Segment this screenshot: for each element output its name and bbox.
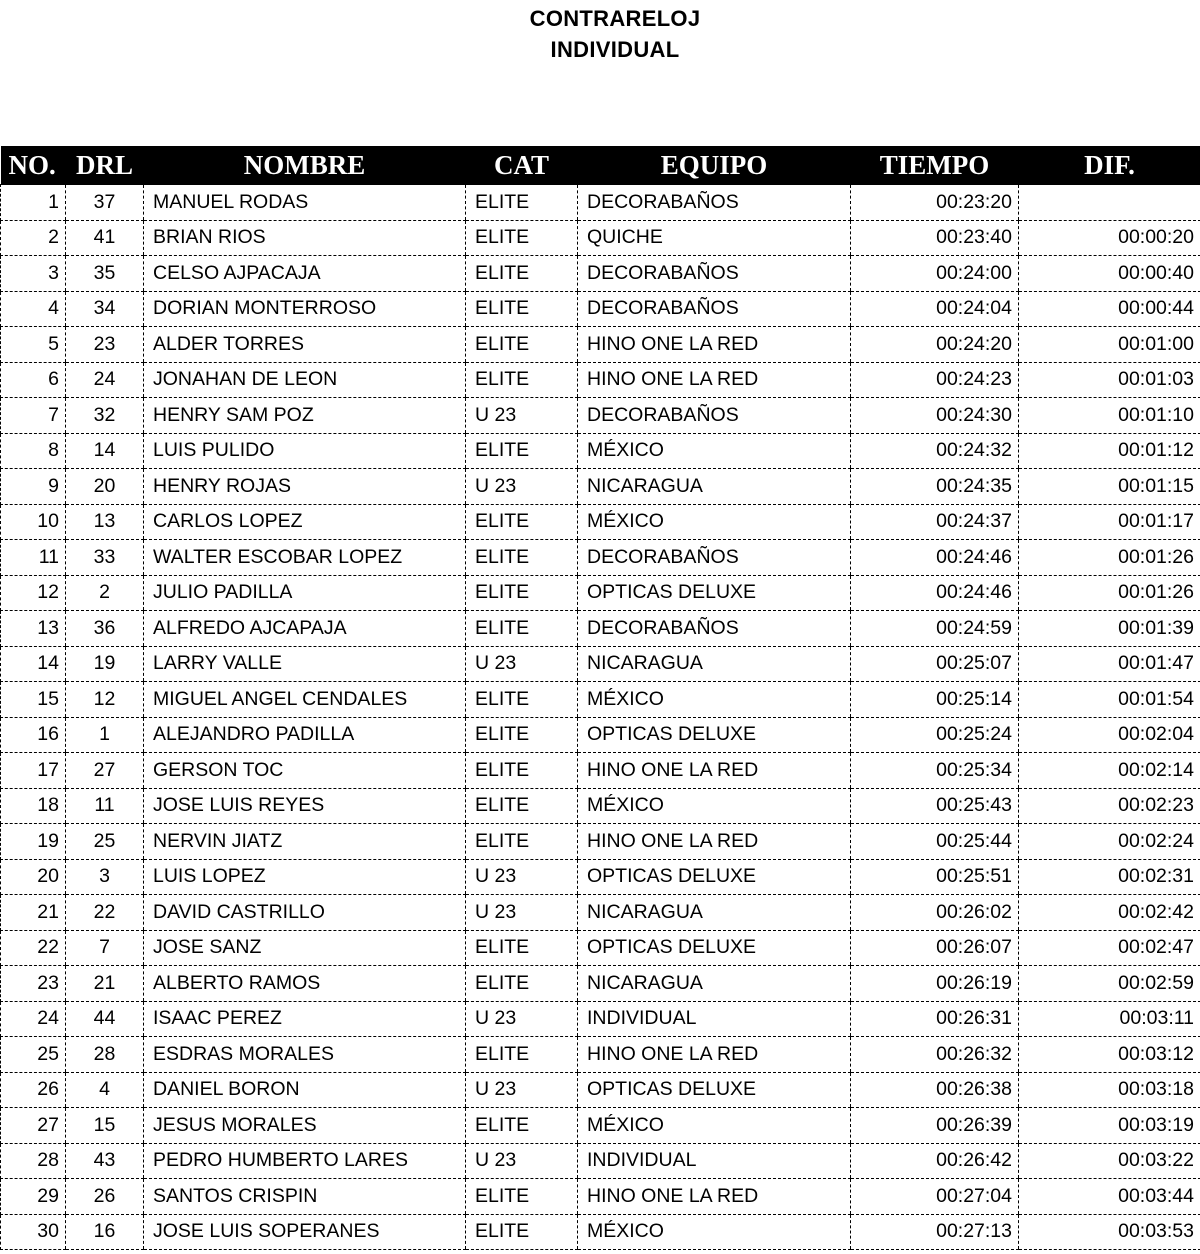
cell-equipo: HINO ONE LA RED <box>578 1037 851 1073</box>
cell-dif: 00:02:42 <box>1019 895 1200 931</box>
cell-drl: 43 <box>66 1143 144 1179</box>
cell-drl: 28 <box>66 1037 144 1073</box>
header-no: NO. <box>1 146 66 185</box>
cell-nombre: ALFREDO AJCAPAJA <box>144 611 466 647</box>
cell-tiempo: 00:24:46 <box>851 540 1019 576</box>
cell-no: 24 <box>1 1001 66 1037</box>
cell-cat: ELITE <box>466 717 578 753</box>
cell-tiempo: 00:25:51 <box>851 859 1019 895</box>
cell-dif: 00:01:15 <box>1019 469 1200 505</box>
cell-drl: 27 <box>66 753 144 789</box>
cell-tiempo: 00:27:13 <box>851 1214 1019 1250</box>
cell-cat: U 23 <box>466 859 578 895</box>
table-row <box>1 930 1200 966</box>
cell-dif <box>1019 185 1200 221</box>
cell-no: 22 <box>1 930 66 966</box>
cell-equipo: MÉXICO <box>578 504 851 540</box>
cell-dif: 00:02:59 <box>1019 966 1200 1002</box>
cell-no: 21 <box>1 895 66 931</box>
table-header <box>1 146 1200 185</box>
cell-no: 6 <box>1 362 66 398</box>
table-row <box>1 291 1200 327</box>
cell-dif: 00:03:53 <box>1019 1214 1200 1250</box>
cell-equipo: MÉXICO <box>578 682 851 718</box>
table-row <box>1 575 1200 611</box>
cell-cat: U 23 <box>466 398 578 434</box>
cell-drl: 20 <box>66 469 144 505</box>
cell-no: 16 <box>1 717 66 753</box>
cell-drl: 14 <box>66 433 144 469</box>
cell-drl: 32 <box>66 398 144 434</box>
header-drl: DRL <box>66 146 144 185</box>
cell-cat: ELITE <box>466 291 578 327</box>
cell-drl: 13 <box>66 504 144 540</box>
header-dif: DIF. <box>1019 146 1200 185</box>
cell-no: 23 <box>1 966 66 1002</box>
cell-tiempo: 00:23:20 <box>851 185 1019 221</box>
cell-cat: ELITE <box>466 753 578 789</box>
cell-nombre: NERVIN JIATZ <box>144 824 466 860</box>
cell-dif: 00:01:10 <box>1019 398 1200 434</box>
cell-equipo: NICARAGUA <box>578 646 851 682</box>
cell-nombre: DORIAN MONTERROSO <box>144 291 466 327</box>
cell-cat: ELITE <box>466 433 578 469</box>
cell-nombre: ESDRAS MORALES <box>144 1037 466 1073</box>
cell-cat: ELITE <box>466 504 578 540</box>
cell-no: 2 <box>1 220 66 256</box>
cell-nombre: JOSE LUIS REYES <box>144 788 466 824</box>
cell-drl: 24 <box>66 362 144 398</box>
cell-no: 15 <box>1 682 66 718</box>
cell-dif: 00:03:44 <box>1019 1179 1200 1215</box>
cell-equipo: DECORABAÑOS <box>578 398 851 434</box>
cell-drl: 22 <box>66 895 144 931</box>
table-row <box>1 682 1200 718</box>
cell-nombre: CARLOS LOPEZ <box>144 504 466 540</box>
cell-equipo: MÉXICO <box>578 788 851 824</box>
cell-tiempo: 00:24:00 <box>851 256 1019 292</box>
cell-drl: 26 <box>66 1179 144 1215</box>
cell-equipo: HINO ONE LA RED <box>578 327 851 363</box>
table-row <box>1 1037 1200 1073</box>
table-row <box>1 895 1200 931</box>
table-row <box>1 824 1200 860</box>
table-row <box>1 1179 1200 1215</box>
table-row <box>1 611 1200 647</box>
cell-equipo: INDIVIDUAL <box>578 1001 851 1037</box>
cell-no: 30 <box>1 1214 66 1250</box>
cell-equipo: DECORABAÑOS <box>578 185 851 221</box>
cell-drl: 19 <box>66 646 144 682</box>
cell-tiempo: 00:26:07 <box>851 930 1019 966</box>
cell-no: 26 <box>1 1072 66 1108</box>
cell-cat: ELITE <box>466 1179 578 1215</box>
header-equipo: EQUIPO <box>578 146 851 185</box>
cell-dif: 00:03:22 <box>1019 1143 1200 1179</box>
cell-equipo: NICARAGUA <box>578 469 851 505</box>
cell-drl: 16 <box>66 1214 144 1250</box>
cell-no: 11 <box>1 540 66 576</box>
cell-equipo: DECORABAÑOS <box>578 540 851 576</box>
cell-dif: 00:02:23 <box>1019 788 1200 824</box>
cell-drl: 23 <box>66 327 144 363</box>
table-row <box>1 966 1200 1002</box>
cell-equipo: OPTICAS DELUXE <box>578 1072 851 1108</box>
cell-no: 12 <box>1 575 66 611</box>
cell-tiempo: 00:24:23 <box>851 362 1019 398</box>
cell-no: 4 <box>1 291 66 327</box>
cell-nombre: DANIEL BORON <box>144 1072 466 1108</box>
cell-nombre: PEDRO HUMBERTO LARES <box>144 1143 466 1179</box>
cell-cat: ELITE <box>466 1108 578 1144</box>
cell-no: 28 <box>1 1143 66 1179</box>
cell-drl: 3 <box>66 859 144 895</box>
cell-tiempo: 00:27:04 <box>851 1179 1019 1215</box>
cell-nombre: MANUEL RODAS <box>144 185 466 221</box>
cell-tiempo: 00:24:30 <box>851 398 1019 434</box>
header-row <box>1 146 1200 185</box>
cell-equipo: DECORABAÑOS <box>578 291 851 327</box>
cell-cat: ELITE <box>466 1214 578 1250</box>
cell-cat: ELITE <box>466 540 578 576</box>
cell-nombre: CELSO AJPACAJA <box>144 256 466 292</box>
cell-no: 1 <box>1 185 66 221</box>
cell-tiempo: 00:23:40 <box>851 220 1019 256</box>
cell-cat: ELITE <box>466 788 578 824</box>
cell-no: 29 <box>1 1179 66 1215</box>
cell-cat: U 23 <box>466 895 578 931</box>
cell-cat: ELITE <box>466 824 578 860</box>
cell-equipo: OPTICAS DELUXE <box>578 859 851 895</box>
cell-tiempo: 00:24:37 <box>851 504 1019 540</box>
cell-dif: 00:01:54 <box>1019 682 1200 718</box>
table-row <box>1 1214 1200 1250</box>
cell-equipo: MÉXICO <box>578 1108 851 1144</box>
header-tiempo: TIEMPO <box>851 146 1019 185</box>
table-row <box>1 646 1200 682</box>
cell-tiempo: 00:24:46 <box>851 575 1019 611</box>
cell-nombre: DAVID CASTRILLO <box>144 895 466 931</box>
cell-nombre: LUIS LOPEZ <box>144 859 466 895</box>
cell-no: 13 <box>1 611 66 647</box>
cell-equipo: HINO ONE LA RED <box>578 1179 851 1215</box>
cell-cat: ELITE <box>466 966 578 1002</box>
cell-cat: ELITE <box>466 575 578 611</box>
cell-dif: 00:01:26 <box>1019 540 1200 576</box>
cell-cat: ELITE <box>466 362 578 398</box>
cell-equipo: NICARAGUA <box>578 895 851 931</box>
page-title-line-1: CONTRARELOJ <box>529 6 701 31</box>
cell-nombre: JOSE LUIS SOPERANES <box>144 1214 466 1250</box>
table-row <box>1 398 1200 434</box>
cell-dif: 00:03:18 <box>1019 1072 1200 1108</box>
cell-no: 17 <box>1 753 66 789</box>
table-body <box>1 185 1200 1250</box>
cell-dif: 00:01:26 <box>1019 575 1200 611</box>
cell-tiempo: 00:26:39 <box>851 1108 1019 1144</box>
cell-cat: ELITE <box>466 185 578 221</box>
cell-drl: 1 <box>66 717 144 753</box>
table-row <box>1 220 1200 256</box>
table-row <box>1 1072 1200 1108</box>
cell-equipo: NICARAGUA <box>578 966 851 1002</box>
cell-cat: U 23 <box>466 1001 578 1037</box>
cell-nombre: WALTER ESCOBAR LOPEZ <box>144 540 466 576</box>
cell-nombre: ALDER TORRES <box>144 327 466 363</box>
cell-equipo: HINO ONE LA RED <box>578 824 851 860</box>
table-row <box>1 859 1200 895</box>
cell-drl: 41 <box>66 220 144 256</box>
cell-dif: 00:00:44 <box>1019 291 1200 327</box>
cell-drl: 36 <box>66 611 144 647</box>
table-row <box>1 362 1200 398</box>
cell-equipo: HINO ONE LA RED <box>578 362 851 398</box>
cell-cat: U 23 <box>466 1143 578 1179</box>
cell-dif: 00:01:12 <box>1019 433 1200 469</box>
cell-cat: ELITE <box>466 256 578 292</box>
cell-nombre: JONAHAN DE LEON <box>144 362 466 398</box>
cell-nombre: BRIAN RIOS <box>144 220 466 256</box>
cell-drl: 25 <box>66 824 144 860</box>
cell-no: 10 <box>1 504 66 540</box>
cell-nombre: ISAAC PEREZ <box>144 1001 466 1037</box>
cell-equipo: HINO ONE LA RED <box>578 753 851 789</box>
cell-cat: ELITE <box>466 682 578 718</box>
table-row <box>1 469 1200 505</box>
cell-drl: 34 <box>66 291 144 327</box>
cell-equipo: MÉXICO <box>578 1214 851 1250</box>
cell-tiempo: 00:26:19 <box>851 966 1019 1002</box>
cell-dif: 00:03:19 <box>1019 1108 1200 1144</box>
cell-dif: 00:01:00 <box>1019 327 1200 363</box>
header-nombre: NOMBRE <box>144 146 466 185</box>
results-table <box>0 146 1200 1250</box>
cell-cat: U 23 <box>466 469 578 505</box>
cell-nombre: MIGUEL ANGEL CENDALES <box>144 682 466 718</box>
table-row <box>1 540 1200 576</box>
cell-drl: 35 <box>66 256 144 292</box>
table-row <box>1 185 1200 221</box>
cell-drl: 4 <box>66 1072 144 1108</box>
cell-nombre: ALEJANDRO PADILLA <box>144 717 466 753</box>
cell-drl: 15 <box>66 1108 144 1144</box>
cell-dif: 00:02:04 <box>1019 717 1200 753</box>
cell-drl: 12 <box>66 682 144 718</box>
cell-nombre: JULIO PADILLA <box>144 575 466 611</box>
cell-nombre: JESUS MORALES <box>144 1108 466 1144</box>
table-row <box>1 256 1200 292</box>
table-row <box>1 753 1200 789</box>
cell-tiempo: 00:26:02 <box>851 895 1019 931</box>
cell-no: 18 <box>1 788 66 824</box>
cell-no: 25 <box>1 1037 66 1073</box>
cell-tiempo: 00:24:32 <box>851 433 1019 469</box>
cell-tiempo: 00:25:43 <box>851 788 1019 824</box>
cell-tiempo: 00:25:34 <box>851 753 1019 789</box>
cell-dif: 00:03:12 <box>1019 1037 1200 1073</box>
cell-dif: 00:01:17 <box>1019 504 1200 540</box>
cell-nombre: LUIS PULIDO <box>144 433 466 469</box>
cell-dif: 00:01:03 <box>1019 362 1200 398</box>
cell-nombre: ALBERTO RAMOS <box>144 966 466 1002</box>
cell-nombre: HENRY SAM POZ <box>144 398 466 434</box>
cell-tiempo: 00:25:44 <box>851 824 1019 860</box>
page-title-line-2: INDIVIDUAL <box>550 37 680 62</box>
cell-equipo: DECORABAÑOS <box>578 611 851 647</box>
cell-cat: U 23 <box>466 1072 578 1108</box>
table-row <box>1 1001 1200 1037</box>
cell-equipo: QUICHE <box>578 220 851 256</box>
cell-dif: 00:02:31 <box>1019 859 1200 895</box>
cell-tiempo: 00:24:20 <box>851 327 1019 363</box>
cell-dif: 00:00:20 <box>1019 220 1200 256</box>
cell-dif: 00:01:47 <box>1019 646 1200 682</box>
cell-equipo: DECORABAÑOS <box>578 256 851 292</box>
cell-nombre: SANTOS CRISPIN <box>144 1179 466 1215</box>
cell-tiempo: 00:24:35 <box>851 469 1019 505</box>
cell-tiempo: 00:25:07 <box>851 646 1019 682</box>
cell-nombre: HENRY ROJAS <box>144 469 466 505</box>
table-row <box>1 717 1200 753</box>
cell-drl: 44 <box>66 1001 144 1037</box>
cell-dif: 00:02:24 <box>1019 824 1200 860</box>
cell-no: 14 <box>1 646 66 682</box>
cell-nombre: JOSE SANZ <box>144 930 466 966</box>
cell-drl: 7 <box>66 930 144 966</box>
cell-drl: 21 <box>66 966 144 1002</box>
table-row <box>1 1143 1200 1179</box>
cell-cat: ELITE <box>466 327 578 363</box>
table-row <box>1 504 1200 540</box>
table-row <box>1 788 1200 824</box>
table-row <box>1 433 1200 469</box>
cell-tiempo: 00:25:24 <box>851 717 1019 753</box>
cell-tiempo: 00:26:32 <box>851 1037 1019 1073</box>
cell-no: 20 <box>1 859 66 895</box>
cell-no: 19 <box>1 824 66 860</box>
cell-tiempo: 00:26:38 <box>851 1072 1019 1108</box>
cell-cat: ELITE <box>466 220 578 256</box>
header-cat: CAT <box>466 146 578 185</box>
cell-equipo: OPTICAS DELUXE <box>578 575 851 611</box>
cell-dif: 00:03:11 <box>1019 1001 1200 1037</box>
cell-drl: 11 <box>66 788 144 824</box>
cell-cat: ELITE <box>466 611 578 647</box>
cell-tiempo: 00:24:04 <box>851 291 1019 327</box>
table-row <box>1 1108 1200 1144</box>
cell-dif: 00:02:14 <box>1019 753 1200 789</box>
cell-equipo: OPTICAS DELUXE <box>578 930 851 966</box>
cell-tiempo: 00:24:59 <box>851 611 1019 647</box>
cell-tiempo: 00:25:14 <box>851 682 1019 718</box>
cell-equipo: OPTICAS DELUXE <box>578 717 851 753</box>
cell-dif: 00:01:39 <box>1019 611 1200 647</box>
cell-equipo: MÉXICO <box>578 433 851 469</box>
cell-no: 5 <box>1 327 66 363</box>
cell-tiempo: 00:26:31 <box>851 1001 1019 1037</box>
cell-drl: 2 <box>66 575 144 611</box>
cell-dif: 00:00:40 <box>1019 256 1200 292</box>
cell-drl: 33 <box>66 540 144 576</box>
cell-no: 27 <box>1 1108 66 1144</box>
cell-drl: 37 <box>66 185 144 221</box>
cell-tiempo: 00:26:42 <box>851 1143 1019 1179</box>
cell-no: 8 <box>1 433 66 469</box>
cell-equipo: INDIVIDUAL <box>578 1143 851 1179</box>
cell-cat: ELITE <box>466 930 578 966</box>
cell-no: 7 <box>1 398 66 434</box>
cell-no: 3 <box>1 256 66 292</box>
cell-dif: 00:02:47 <box>1019 930 1200 966</box>
cell-nombre: GERSON TOC <box>144 753 466 789</box>
cell-cat: ELITE <box>466 1037 578 1073</box>
cell-nombre: LARRY VALLE <box>144 646 466 682</box>
cell-cat: U 23 <box>466 646 578 682</box>
table-row <box>1 327 1200 363</box>
cell-no: 9 <box>1 469 66 505</box>
